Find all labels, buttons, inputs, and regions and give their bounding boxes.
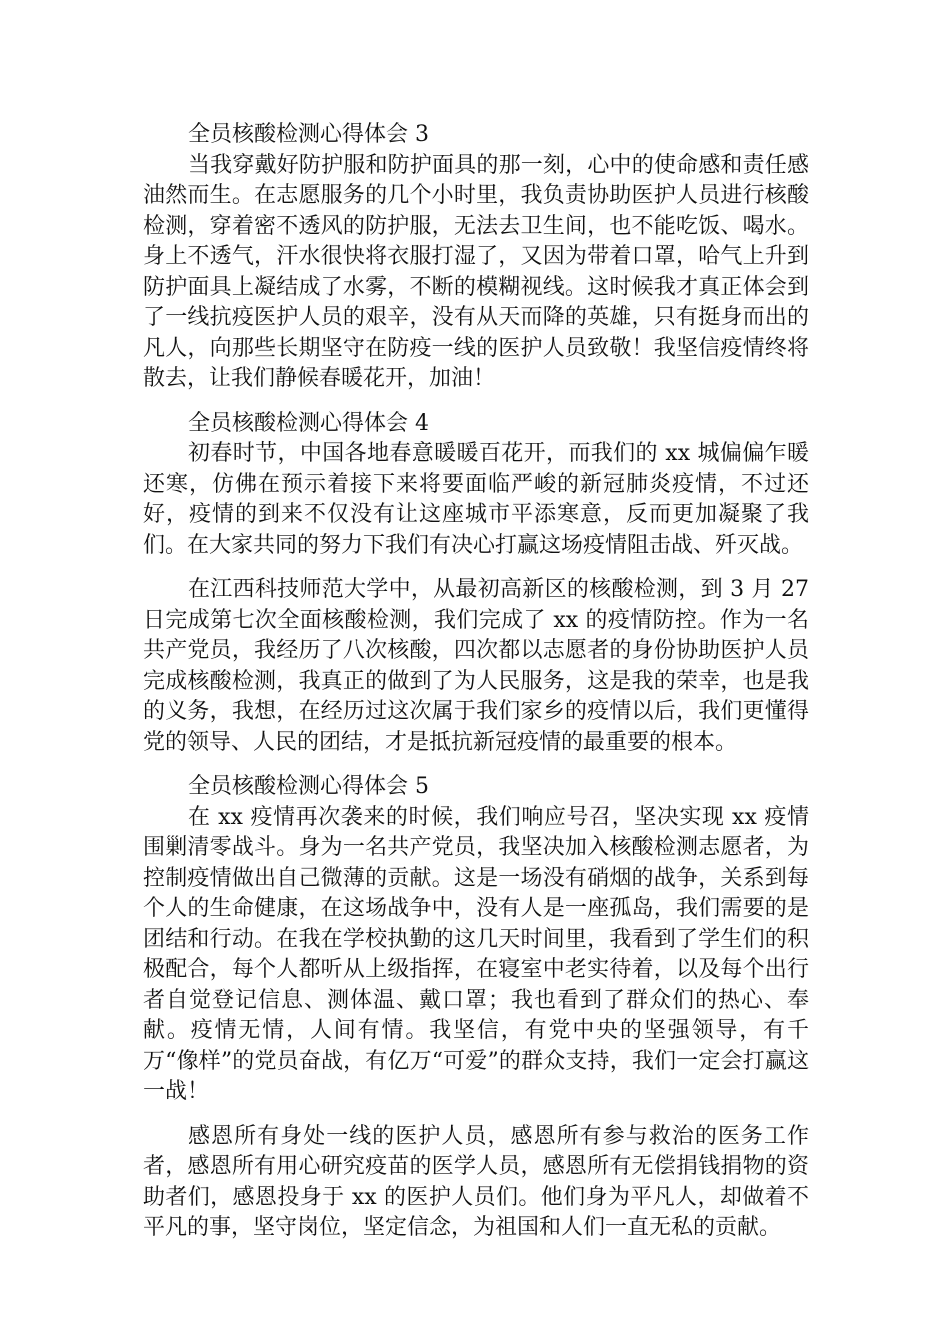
section-heading: 全员核酸检测心得体会 4: [188, 410, 429, 436]
section-3: [143, 120, 809, 395]
paragraph: 在 xx 疫情再次袭来的时候，我们响应号召，坚决实现 xx 疫情围剿清零战斗。身为一名共产党员，我坚决加入核酸检测志愿者，为控制疫情做出自己微薄的贡献。这是一场没有硝烟的战争，关系到每个人的生命健康，在这场战争中，没有人是一座孤岛，我们需要的是团结和行动。在我在学校执勤的这几天时间里，我看到了学生们的积极配合，每个人都听从上级指挥，在寝室中老实待着，以及每个出行者自觉登记信息、测体温、戴口罩；我也看到了群众们的热心、奉献。疫情无情，人间有情。我坚信，有党中央的坚强领导，有千万“像样”的党员奋战，有亿万“可爱”的群众支持，我们一定会打赢这一战！: [143, 804, 809, 1104]
paragraph: 初春时节，中国各地春意暖暖百花开，而我们的 xx 城偏偏乍暖还寒，仿佛在预示着接下来将要面临严峻的新冠肺炎疫情，不过还好，疫情的到来不仅没有让这座城市平添寒意，反而更加凝聚了我们。在大家共同的努力下我们有决心打赢这场疫情阻击战、歼灭战。: [143, 441, 809, 558]
section-5: [143, 772, 809, 1244]
paragraph: 感恩所有身处一线的医护人员，感恩所有参与救治的医务工作者，感恩所有用心研究疫苗的医学人员，感恩所有无偿捐钱捐物的资助者们，感恩投身于 xx 的医护人员们。他们身为平凡人，却做着不平凡的事，坚守岗位，坚定信念，为祖国和人们一直无私的贡献。: [143, 1123, 809, 1240]
section-4: [143, 409, 809, 759]
paragraph: 在江西科技师范大学中，从最初高新区的核酸检测，到 3 月 27 日完成第七次全面核酸检测，我们完成了 xx 的疫情防控。作为一名共产党员，我经历了八次核酸，四次都以志愿者的身份协助医护人员完成核酸检测，我真正的做到了为人民服务，这是我的荣幸，也是我的义务，我想，在经历过这次属于我们家乡的疫情以后，我们更懂得党的领导、人民的团结，才是抵抗新冠疫情的最重要的根本。: [143, 577, 809, 755]
section-heading: 全员核酸检测心得体会 5: [188, 774, 429, 799]
section-heading: 全员核酸检测心得体会 3: [188, 122, 429, 147]
paragraph: 当我穿戴好防护服和防护面具的那一刻，心中的使命感和责任感油然而生。在志愿服务的几个小时里，我负责协助医护人员进行核酸检测，穿着密不透风的防护服，无法去卫生间，也不能吃饭、喝水。身上不透气，汗水很快将衣服打湿了，又因为带着口罩，哈气上升到防护面具上凝结成了水雾，不断的模糊视线。这时候我才真正体会到了一线抗疫医护人员的艰辛，没有从天而降的英雄，只有挺身而出的凡人，向那些长期坚守在防疫一线的医护人员致敬！我坚信疫情终将散去，让我们静候春暖花开，加油！: [143, 152, 809, 391]
document-page: [143, 120, 809, 1258]
